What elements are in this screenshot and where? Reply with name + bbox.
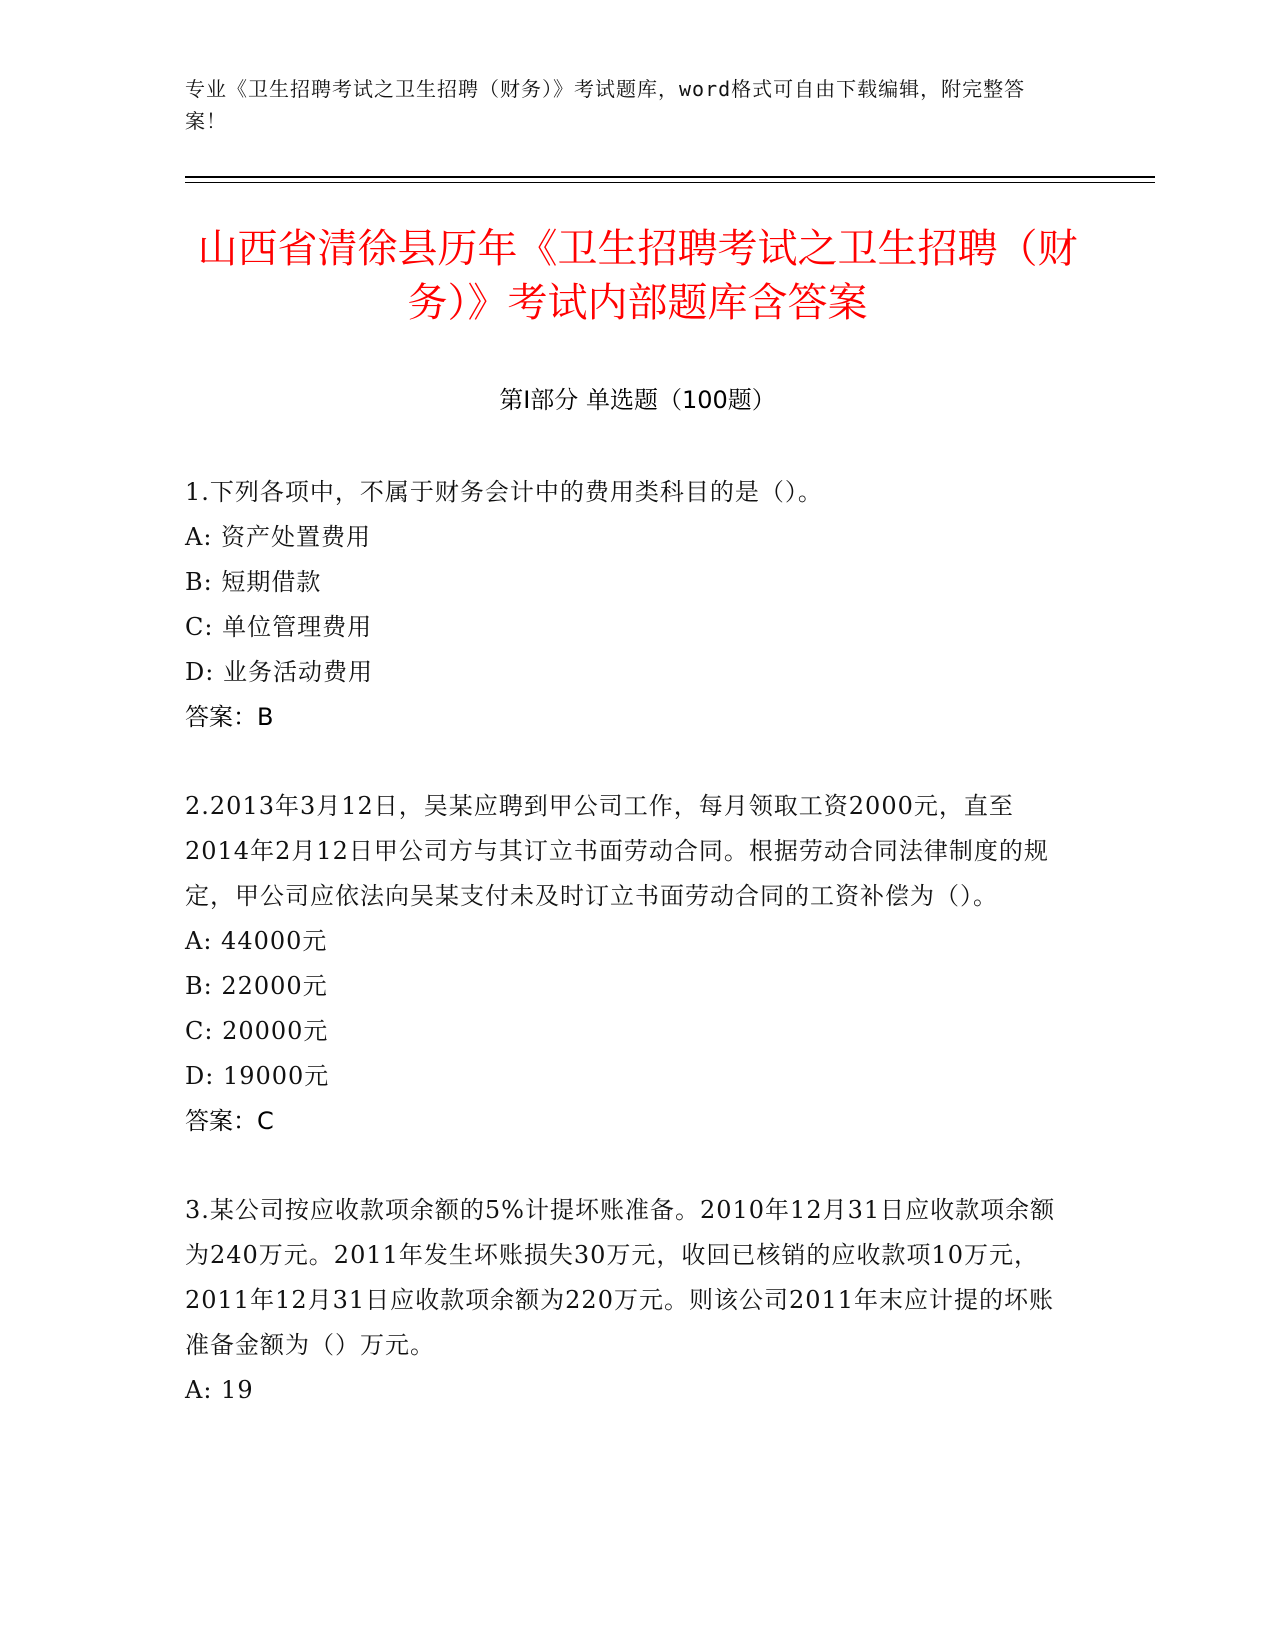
header-note: 专业《卫生招聘考试之卫生招聘（财务）》考试题库，word格式可自由下载编辑，附完整答案！ <box>185 77 1026 133</box>
answer: 答案：C <box>185 1107 274 1135</box>
question-1 <box>185 470 1065 740</box>
question-stem: 2.2013年3月12日，吴某应聘到甲公司工作，每月领取工资2000元，直至2014年2月12日甲公司方与其订立书面劳动合同。根据劳动合同法律制度的规定，甲公司应依法向吴某支付未及时订立书面劳动合同的工资补偿为（）。 <box>185 792 1049 910</box>
option-c: C: 单位管理费用 <box>185 613 373 641</box>
header-divider-thin <box>185 182 1155 183</box>
question-stem: 1.下列各项中，不属于财务会计中的费用类科目的是（）。 <box>185 478 823 506</box>
question-list <box>185 470 1065 1457</box>
question-2 <box>185 784 1065 1144</box>
option-a: A: 资产处置费用 <box>185 523 372 551</box>
option-d: D: 19000元 <box>185 1062 330 1090</box>
option-b: B: 22000元 <box>185 972 328 1000</box>
option-a: A: 44000元 <box>185 927 328 955</box>
document-title: 山西省清徐县历年《卫生招聘考试之卫生招聘（财务）》考试内部题库含答案 <box>197 226 1078 326</box>
question-3 <box>185 1188 1065 1413</box>
option-a: A: 19 <box>185 1376 254 1404</box>
header-divider-thick <box>185 176 1155 178</box>
option-b: B: 短期借款 <box>185 568 322 596</box>
option-c: C: 20000元 <box>185 1017 329 1045</box>
section-title: 第I部分 单选题（100题） <box>499 386 776 414</box>
option-d: D: 业务活动费用 <box>185 658 373 686</box>
question-stem: 3.某公司按应收款项余额的5%计提坏账准备。2010年12月31日应收款项余额为240万元。2011年发生坏账损失30万元，收回已核销的应收款项10万元，2011年12月31日应收款项余额为220万元。则该公司2011年末应计提的坏账准备金额为（）万元。 <box>185 1196 1056 1359</box>
answer: 答案：B <box>185 703 274 731</box>
